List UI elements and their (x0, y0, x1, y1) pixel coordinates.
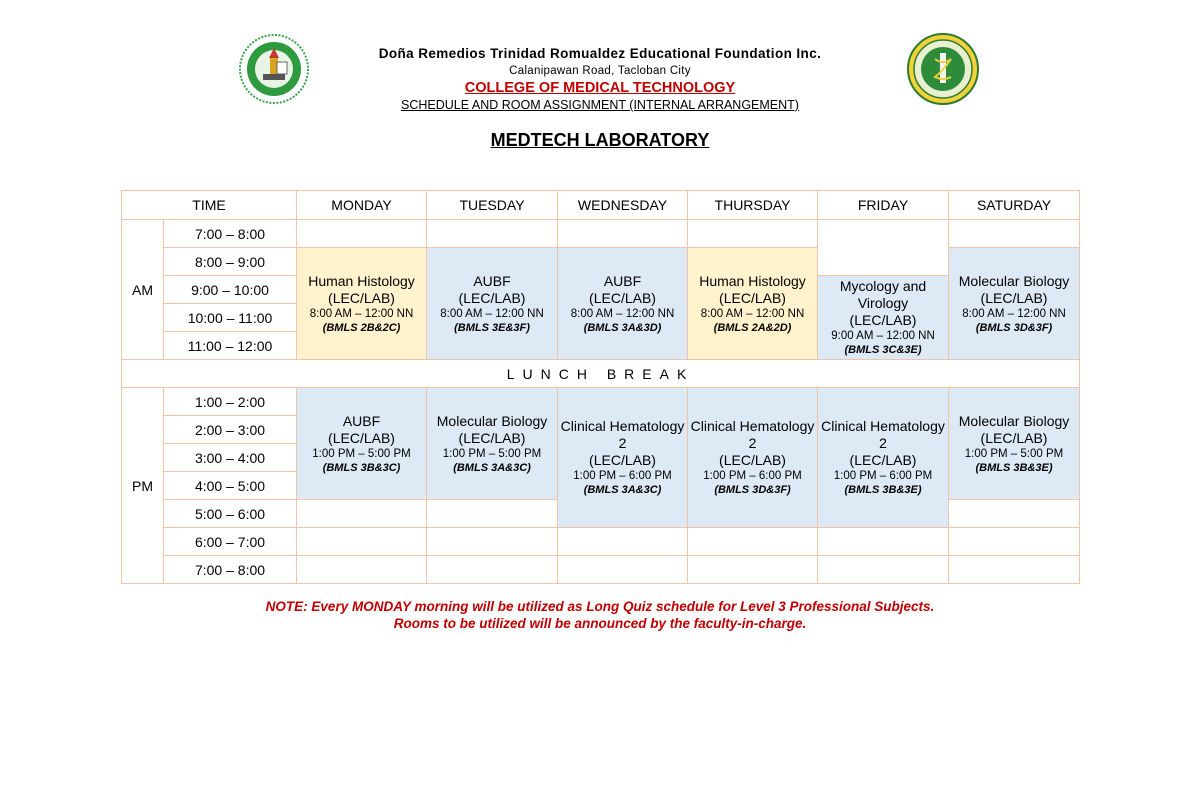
header-wednesday: WEDNESDAY (558, 191, 688, 220)
organization-address: Calanipawan Road, Tacloban City (509, 65, 691, 77)
time-slot: 6:00 – 7:00 (164, 528, 297, 556)
table-row (122, 220, 1080, 248)
class-subject: Human Histology (308, 272, 415, 289)
empty-cell (949, 220, 1080, 248)
class-cell (688, 388, 818, 528)
header-time: TIME (122, 191, 297, 220)
class-section: (BMLS 3A&3C) (583, 484, 662, 496)
class-type: (LEC/LAB) (458, 289, 526, 306)
class-cell (688, 248, 818, 360)
header-monday: MONDAY (297, 191, 427, 220)
class-hours: 8:00 AM – 12:00 NN (309, 307, 414, 320)
empty-cell (427, 220, 558, 248)
class-subject: Molecular Biology (958, 272, 1070, 289)
document-header (0, 44, 1200, 151)
class-type: (LEC/LAB) (589, 289, 656, 306)
note-line-1: NOTE: Every MONDAY morning will be utilized as Long Quiz schedule for Level 3 Professional Subjects. (265, 599, 935, 614)
empty-cell (427, 528, 558, 556)
time-slot: 5:00 – 6:00 (164, 500, 297, 528)
class-cell (427, 388, 558, 500)
class-cell (427, 248, 558, 360)
class-type: (LEC/LAB) (980, 289, 1048, 306)
class-cell (297, 388, 427, 500)
class-subject: AUBF (473, 272, 511, 289)
class-hours: 1:00 PM – 5:00 PM (442, 447, 542, 460)
class-type: (LEC/LAB) (328, 289, 395, 306)
time-slot: 9:00 – 10:00 (164, 276, 297, 304)
class-section: (BMLS 3E&3F) (454, 321, 530, 334)
class-hours: 8:00 AM – 12:00 NN (570, 307, 675, 320)
time-slot: 10:00 – 11:00 (164, 304, 297, 332)
header-row (122, 191, 1080, 220)
time-slot: 11:00 – 12:00 (164, 332, 297, 360)
class-section: (BMLS 2B&2C) (322, 321, 401, 334)
class-cell (818, 276, 949, 360)
am-label: AM (122, 220, 164, 360)
class-subject: AUBF (603, 272, 642, 289)
class-cell (949, 388, 1080, 500)
organization-name: Doña Remedios Trinidad Romualdez Educational Foundation Inc. (378, 46, 822, 61)
time-slot: 7:00 – 8:00 (164, 220, 297, 248)
class-hours: 1:00 PM – 6:00 PM (703, 470, 802, 482)
empty-cell (688, 556, 818, 584)
empty-cell (297, 500, 427, 528)
header-friday: FRIDAY (818, 191, 949, 220)
empty-cell (297, 220, 427, 248)
class-hours: 9:00 AM – 12:00 NN (831, 330, 935, 342)
class-section: (BMLS 3A&3C) (453, 461, 531, 474)
class-type: (LEC/LAB) (719, 452, 786, 468)
empty-cell (949, 556, 1080, 584)
lab-title: MEDTECH LABORATORY (490, 130, 710, 150)
class-hours: 8:00 AM – 12:00 NN (440, 307, 544, 320)
class-type: (LEC/LAB) (980, 429, 1048, 446)
class-section: (BMLS 2A&2D) (713, 321, 792, 334)
time-slot: 2:00 – 3:00 (164, 416, 297, 444)
schedule-title: SCHEDULE AND ROOM ASSIGNMENT (INTERNAL ARRANGEMENT) (401, 98, 799, 112)
empty-cell (688, 528, 818, 556)
empty-cell (427, 556, 558, 584)
class-hours: 8:00 AM – 12:00 NN (700, 307, 805, 320)
lunch-break: LUNCH BREAK (122, 360, 1080, 388)
class-subject: Clinical Hematology 2 (690, 418, 815, 451)
empty-cell (818, 220, 949, 276)
class-subject: Mycology and Virology (839, 278, 927, 311)
empty-cell (427, 500, 558, 528)
empty-cell (688, 220, 818, 248)
class-section: (BMLS 3B&3E) (844, 484, 922, 496)
class-hours: 1:00 PM – 6:00 PM (833, 470, 933, 482)
class-type: (LEC/LAB) (849, 452, 917, 468)
empty-cell (818, 528, 949, 556)
class-hours: 8:00 AM – 12:00 NN (962, 307, 1066, 320)
empty-cell (558, 556, 688, 584)
class-subject: Clinical Hematology 2 (821, 418, 945, 451)
empty-cell (818, 556, 949, 584)
class-section: (BMLS 3D&3F) (975, 321, 1053, 334)
schedule-table (121, 190, 1080, 584)
schedule-note (0, 598, 1200, 632)
class-type: (LEC/LAB) (589, 452, 656, 468)
time-slot: 3:00 – 4:00 (164, 444, 297, 472)
header-tuesday: TUESDAY (427, 191, 558, 220)
time-slot: 1:00 – 2:00 (164, 388, 297, 416)
empty-cell (297, 556, 427, 584)
class-cell (558, 248, 688, 360)
class-type: (LEC/LAB) (719, 289, 786, 306)
table-row (122, 388, 1080, 416)
table-row (122, 528, 1080, 556)
empty-cell (297, 528, 427, 556)
class-cell (297, 248, 427, 360)
empty-cell (558, 220, 688, 248)
time-slot: 4:00 – 5:00 (164, 472, 297, 500)
lunch-row (122, 360, 1080, 388)
class-subject: Human Histology (699, 272, 806, 289)
class-subject: Clinical Hematology 2 (560, 418, 685, 451)
time-slot: 7:00 – 8:00 (164, 556, 297, 584)
class-section: (BMLS 3B&3C) (322, 461, 401, 474)
class-subject: Molecular Biology (436, 412, 548, 429)
empty-cell (949, 500, 1080, 528)
class-subject: AUBF (342, 412, 381, 429)
class-hours: 1:00 PM – 6:00 PM (573, 470, 672, 482)
pm-label: PM (122, 388, 164, 584)
class-cell (949, 248, 1080, 360)
class-type: (LEC/LAB) (458, 429, 526, 446)
class-type: (LEC/LAB) (849, 312, 917, 328)
header-saturday: SATURDAY (949, 191, 1080, 220)
class-section: (BMLS 3A&3D) (583, 321, 662, 334)
note-line-2: Rooms to be utilized will be announced by the faculty-in-charge. (393, 616, 807, 631)
class-type: (LEC/LAB) (328, 429, 395, 446)
class-hours: 1:00 PM – 5:00 PM (312, 447, 411, 460)
class-section: (BMLS 3C&3E) (844, 344, 922, 356)
class-cell (558, 388, 688, 528)
class-section: (BMLS 3B&3E) (975, 461, 1053, 474)
class-subject: Molecular Biology (958, 412, 1070, 429)
header-thursday: THURSDAY (688, 191, 818, 220)
time-slot: 8:00 – 9:00 (164, 248, 297, 276)
college-name: COLLEGE OF MEDICAL TECHNOLOGY (464, 80, 736, 96)
class-cell (818, 388, 949, 528)
empty-cell (949, 528, 1080, 556)
empty-cell (558, 528, 688, 556)
table-row (122, 556, 1080, 584)
class-hours: 1:00 PM – 5:00 PM (964, 447, 1064, 460)
class-section: (BMLS 3D&3F) (714, 484, 791, 496)
